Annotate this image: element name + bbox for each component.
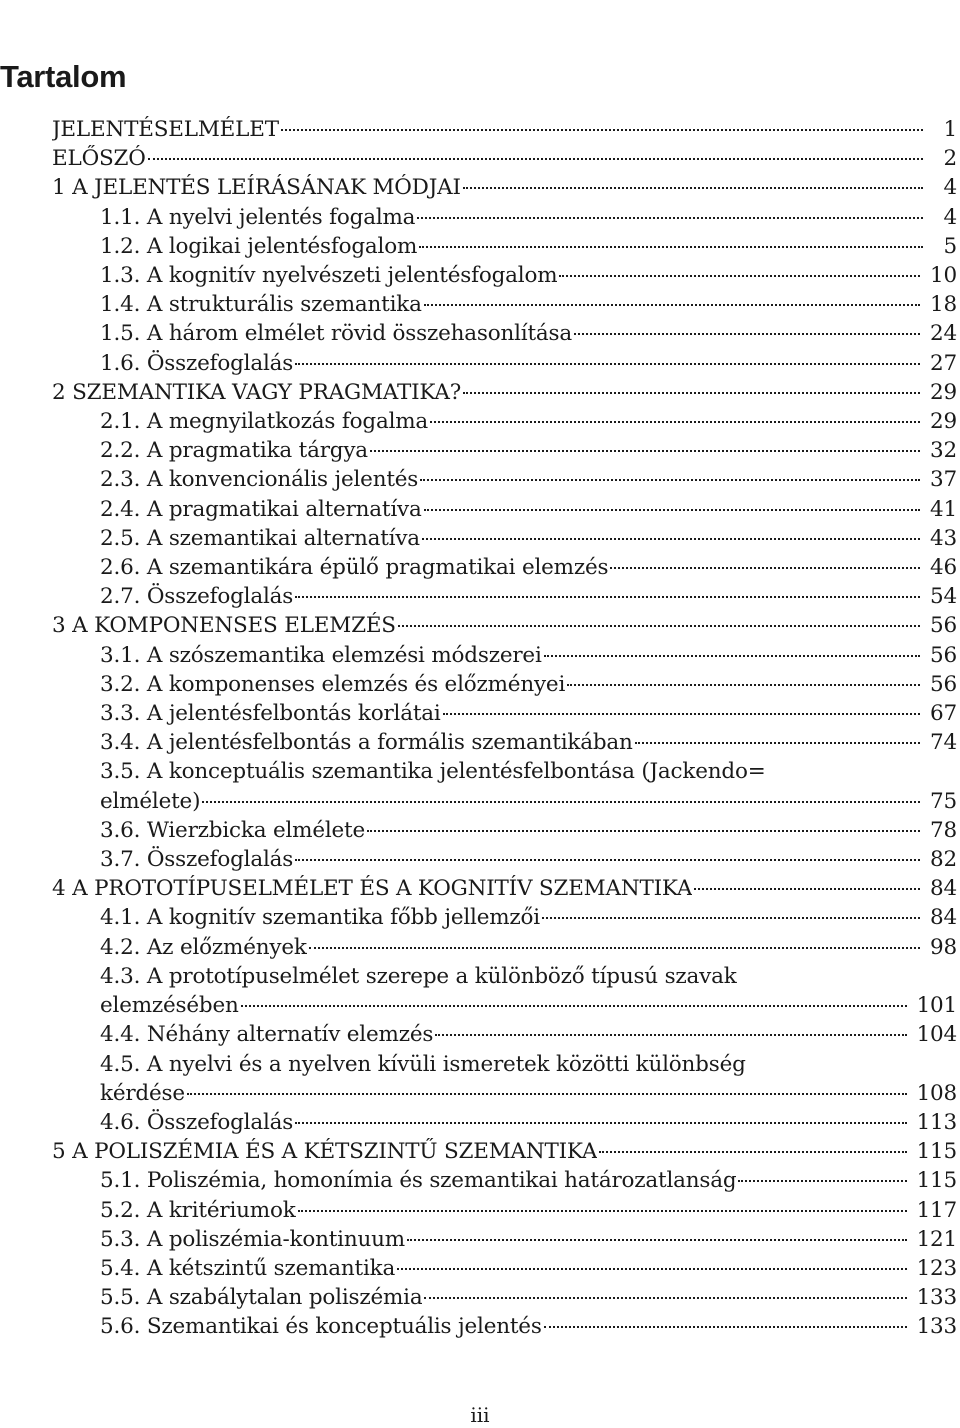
toc-entry-title: 2.1. A megnyilatkozás fogalma <box>100 409 429 435</box>
toc-entry-title: 2.3. A konvencionális jelentés <box>100 467 419 493</box>
toc-chapter-entry[interactable] <box>52 144 957 173</box>
toc-entry-page: 4 <box>943 204 957 230</box>
dot-leader <box>443 713 920 715</box>
dot-leader <box>635 742 920 744</box>
toc-entry-title: 2.6. A szemantikára épülő pragmatikai elemzés <box>100 555 609 581</box>
page-number: iii <box>470 1403 490 1427</box>
toc-section-entry[interactable] <box>52 933 957 962</box>
toc-entry-title-line: 3.5. A konceptuális szemantika jelentésfelbontása (Jackendo= <box>100 759 766 785</box>
toc-entry-page: 27 <box>930 350 957 376</box>
dot-leader <box>295 596 920 598</box>
toc-section-entry[interactable] <box>52 1196 957 1225</box>
toc-entry-title: 2.2. A pragmatika tárgya <box>100 438 368 464</box>
toc-entry-page: 108 <box>916 1080 957 1106</box>
toc-entry-title-line: 4.3. A prototípuselmélet szerepe a különböző típusú szavak <box>100 963 737 989</box>
dot-leader <box>542 917 920 919</box>
dot-leader <box>309 947 920 949</box>
dot-leader <box>574 333 920 335</box>
dot-leader <box>544 655 920 657</box>
toc-entry-title: 5.5. A szabálytalan poliszémia <box>100 1285 423 1311</box>
toc-entry-title: 1.2. A logikai jelentésfogalom <box>100 233 418 259</box>
toc-section-entry[interactable] <box>52 319 957 348</box>
toc-entry-page: 74 <box>930 730 957 756</box>
toc-entry-page: 56 <box>930 642 957 668</box>
toc-entry-page: 41 <box>930 496 957 522</box>
toc-section-entry[interactable] <box>52 728 957 757</box>
dot-leader <box>463 187 923 189</box>
toc-entry-page: 75 <box>930 788 957 814</box>
dot-leader <box>610 567 920 569</box>
dot-leader <box>544 1326 907 1328</box>
toc-section-entry[interactable] <box>52 1079 957 1108</box>
toc-section-entry[interactable] <box>52 903 957 932</box>
toc-entry-page: 37 <box>930 467 957 493</box>
toc-list <box>52 115 957 1342</box>
dot-leader <box>148 158 923 160</box>
toc-section-entry[interactable] <box>52 349 957 378</box>
toc-entry-page: 84 <box>930 876 957 902</box>
toc-section-entry[interactable] <box>52 495 957 524</box>
toc-entry-page: 18 <box>930 292 957 318</box>
toc-entry-title: 5.6. Szemantikai és konceptuális jelentés <box>100 1314 542 1340</box>
toc-entry-title: 3.4. A jelentésfelbontás a formális szemantikában <box>100 730 633 756</box>
dot-leader <box>422 538 920 540</box>
toc-section-entry[interactable] <box>52 699 957 728</box>
toc-entry-title: 1.6. Összefoglalás <box>100 350 294 376</box>
toc-entry-page: 113 <box>916 1109 957 1135</box>
toc-entry-page: 121 <box>916 1226 957 1252</box>
toc-entry-title: JELENTÉSELMÉLET <box>52 117 279 142</box>
toc-entry-page: 101 <box>916 993 957 1019</box>
dot-leader <box>298 1210 907 1212</box>
toc-section-entry[interactable] <box>52 1225 957 1254</box>
dot-leader <box>397 1268 906 1270</box>
toc-chapter-entry[interactable] <box>52 115 957 144</box>
toc-section-entry[interactable] <box>52 1283 957 1312</box>
toc-entry-title: 1 A JELENTÉS LEÍRÁSÁNAK MÓDJAI <box>52 175 461 201</box>
toc-entry-page: 46 <box>930 555 957 581</box>
toc-entry-title: 5.1. Poliszémia, homonímia és szemantikai határozatlanság <box>100 1168 737 1194</box>
toc-chapter-entry[interactable] <box>52 378 957 407</box>
toc-section-entry[interactable] <box>52 816 957 845</box>
toc-entry-page: 84 <box>930 905 957 931</box>
toc-section-entry[interactable] <box>52 465 957 494</box>
toc-entry-page: 117 <box>916 1197 957 1223</box>
toc-entry-page: 98 <box>930 934 957 960</box>
toc-entry-page: 54 <box>930 584 957 610</box>
toc-section-entry[interactable] <box>52 1166 957 1195</box>
toc-entry-title: 4.4. Néhány alternatív elemzés <box>100 1022 434 1048</box>
toc-entry-page: 29 <box>930 379 957 405</box>
toc-section-entry[interactable] <box>52 553 957 582</box>
toc-entry-title: 3 A KOMPONENSES ELEMZÉS <box>52 613 396 639</box>
toc-section-entry[interactable] <box>52 261 957 290</box>
toc-entry-title: 5.2. A kritériumok <box>100 1197 296 1223</box>
toc-entry-page: 78 <box>930 817 957 843</box>
dot-leader <box>419 246 923 248</box>
dot-leader <box>202 801 920 803</box>
toc-section-entry[interactable] <box>52 524 957 553</box>
toc-entry-title: 1.5. A három elmélet rövid összehasonlítása <box>100 321 572 347</box>
toc-entry-page: 67 <box>930 701 957 727</box>
toc-section-entry[interactable] <box>52 1312 957 1341</box>
dot-leader <box>295 363 920 365</box>
toc-chapter-entry[interactable] <box>52 1137 957 1166</box>
toc-entry-title: elemzésében <box>100 993 239 1019</box>
toc-entry-page: 4 <box>943 175 957 201</box>
toc-entry-title: 2.5. A szemantikai alternatíva <box>100 525 420 551</box>
toc-entry-page: 123 <box>916 1255 957 1281</box>
dot-leader <box>407 1239 907 1241</box>
toc-entry-title: 2.4. A pragmatikai alternatíva <box>100 496 422 522</box>
dot-leader <box>398 625 920 627</box>
dot-leader <box>295 1122 906 1124</box>
toc-chapter-entry[interactable] <box>52 874 957 903</box>
toc-entry-title: 1.1. A nyelvi jelentés fogalma <box>100 204 416 230</box>
toc-entry-title: 3.1. A szószemantika elemzési módszerei <box>100 642 542 668</box>
dot-leader <box>430 421 920 423</box>
toc-section-entry[interactable] <box>52 203 957 232</box>
toc-entry-page: 82 <box>930 847 957 873</box>
toc-section-entry[interactable] <box>52 582 957 611</box>
toc-entry-page: 56 <box>930 613 957 639</box>
toc-entry-title: elmélete) <box>100 788 201 814</box>
toc-entry-title: 3.7. Összefoglalás <box>100 847 294 873</box>
toc-entry-page: 24 <box>930 321 957 347</box>
toc-entry-page: 10 <box>930 263 957 289</box>
dot-leader <box>424 304 920 306</box>
dot-leader <box>187 1093 907 1095</box>
dot-leader <box>241 1005 907 1007</box>
toc-entry-title: 5.3. A poliszémia-kontinuum <box>100 1226 405 1252</box>
dot-leader <box>295 859 920 861</box>
toc-entry-page: 133 <box>916 1314 957 1340</box>
toc-section-entry[interactable] <box>52 991 957 1020</box>
toc-entry-page: 56 <box>930 671 957 697</box>
toc-entry-title: 1.4. A strukturális szemantika <box>100 292 422 318</box>
toc-heading: Tartalom <box>0 59 127 94</box>
toc-section-entry[interactable] <box>52 1108 957 1137</box>
toc-entry-page: 43 <box>930 525 957 551</box>
toc-section-entry[interactable] <box>52 232 957 261</box>
toc-entry-title: 3.2. A komponenses elemzés és előzményei <box>100 671 566 697</box>
toc-entry-page: 133 <box>916 1285 957 1311</box>
toc-entry-page: 115 <box>916 1168 957 1194</box>
dot-leader <box>424 509 920 511</box>
toc-section-entry[interactable] <box>52 407 957 436</box>
toc-entry-page: 1 <box>943 117 957 142</box>
dot-leader <box>694 888 920 890</box>
dot-leader <box>424 1297 906 1299</box>
dot-leader <box>463 392 920 394</box>
toc-entry-page: 29 <box>930 409 957 435</box>
dot-leader <box>420 479 920 481</box>
toc-entry-title: 1.3. A kognitív nyelvészeti jelentésfogalom <box>100 263 558 289</box>
toc-section-entry[interactable] <box>52 290 957 319</box>
dot-leader <box>435 1034 906 1036</box>
dot-leader <box>367 830 920 832</box>
toc-entry-title: 3.3. A jelentésfelbontás korlátai <box>100 701 441 727</box>
dot-leader <box>281 129 923 131</box>
toc-section-entry[interactable] <box>52 1020 957 1049</box>
toc-entry-title-line: 4.5. A nyelvi és a nyelven kívüli ismeretek közötti különbség <box>100 1051 746 1077</box>
toc-entry-title: ELŐSZÓ <box>52 146 146 172</box>
toc-entry-title: 2.7. Összefoglalás <box>100 584 294 610</box>
toc-entry-page: 104 <box>916 1022 957 1048</box>
toc-section-entry[interactable] <box>52 787 957 816</box>
toc-entry-page: 32 <box>930 438 957 464</box>
dot-leader <box>417 217 923 219</box>
toc-entry-title: 4.6. Összefoglalás <box>100 1109 294 1135</box>
toc-chapter-entry[interactable] <box>52 173 957 202</box>
dot-leader <box>738 1180 906 1182</box>
toc-entry-title: kérdése <box>100 1080 185 1106</box>
toc-entry-page: 115 <box>916 1139 957 1165</box>
toc-section-entry[interactable] <box>52 845 957 874</box>
toc-entry-title: 4.2. Az előzmények <box>100 934 307 960</box>
dot-leader <box>567 684 920 686</box>
toc-section-entry[interactable] <box>52 641 957 670</box>
toc-entry-title: 2 SZEMANTIKA VAGY PRAGMATIKA? <box>52 379 462 405</box>
toc-entry-page: 5 <box>943 233 957 259</box>
toc-entry-title: 5.4. A kétszintű szemantika <box>100 1255 396 1281</box>
toc-entry-title: 3.6. Wierzbicka elmélete <box>100 817 366 843</box>
dot-leader <box>559 275 920 277</box>
toc-entry-title: 5 A POLISZÉMIA ÉS A KÉTSZINTŰ SZEMANTIKA <box>52 1139 598 1165</box>
dot-leader <box>370 450 920 452</box>
toc-section-entry[interactable] <box>52 436 957 465</box>
toc-entry-title: 4.1. A kognitív szemantika főbb jellemzői <box>100 905 540 931</box>
dot-leader <box>599 1151 906 1153</box>
toc-section-entry[interactable] <box>52 670 957 699</box>
toc-entry-title: 4 A PROTOTÍPUSELMÉLET ÉS A KOGNITÍV SZEMANTIKA <box>52 876 693 902</box>
toc-section-entry[interactable] <box>52 1254 957 1283</box>
toc-chapter-entry[interactable] <box>52 611 957 640</box>
toc-entry-page: 2 <box>943 146 957 172</box>
